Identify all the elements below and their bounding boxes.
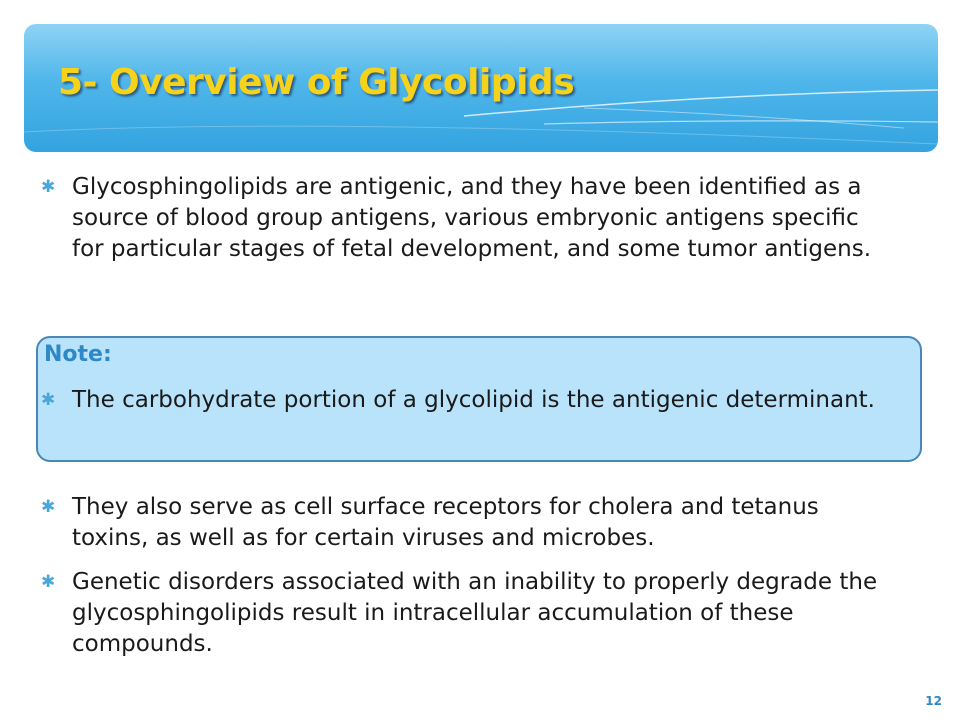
bullet-text: Glycosphingolipids are antigenic, and they have been identified as a source of blood group antigens, various embryonic antigens specific for particular stages of fetal development, and some tumor antigens.	[72, 174, 872, 262]
list-item	[40, 172, 892, 265]
bullet-text: They also serve as cell surface receptors for cholera and tetanus toxins, as well as for certain viruses and microbes.	[72, 494, 819, 551]
note-label: Note:	[44, 342, 112, 367]
bullet-list-top	[40, 172, 892, 265]
note-box	[36, 336, 922, 462]
note-bullet-list	[40, 385, 892, 416]
page-number: 12	[925, 694, 942, 708]
bullet-list-bottom	[40, 492, 892, 660]
bullet-text: Genetic disorders associated with an inability to properly degrade the glycosphingolipids result in intracellular accumulation of these compounds.	[72, 569, 878, 657]
asterisk-bullet-icon: ✱	[41, 177, 56, 197]
asterisk-bullet-icon: ✱	[41, 497, 56, 517]
slide-title: 5- Overview of Glycolipids	[58, 62, 575, 103]
bullet-text: The carbohydrate portion of a glycolipid is the antigenic determinant.	[72, 387, 875, 413]
asterisk-bullet-icon: ✱	[41, 572, 56, 592]
list-item	[40, 492, 892, 554]
list-item	[40, 567, 892, 660]
list-item	[40, 385, 892, 416]
asterisk-bullet-icon: ✱	[41, 390, 56, 410]
